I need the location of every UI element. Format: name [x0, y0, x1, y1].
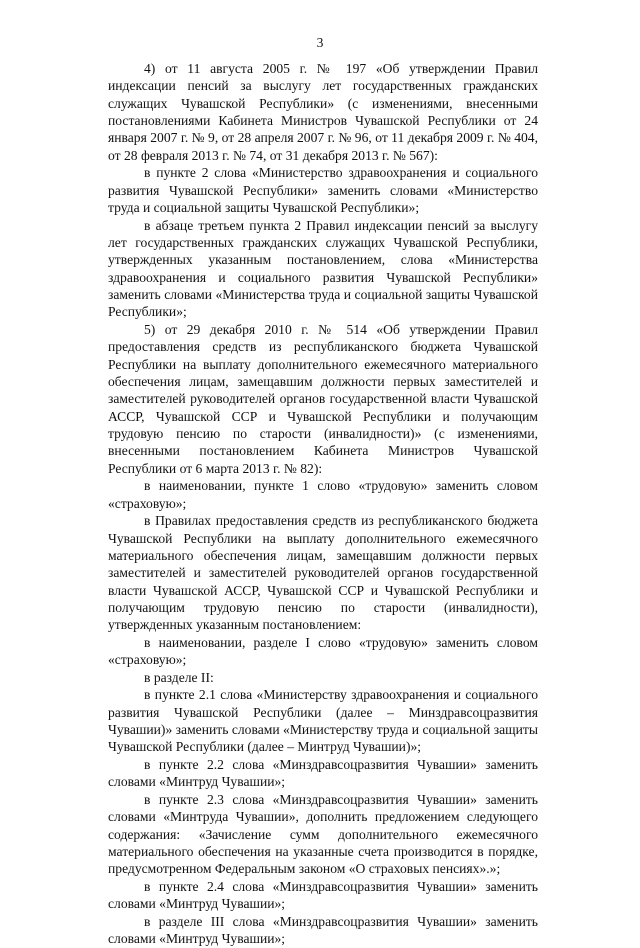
paragraph-point-2-4: в пункте 2.4 слова «Минздравсоцразвития Чувашии» заменить словами «Минтруд Чувашии»; [108, 878, 538, 912]
paragraph-point-2-2: в пункте 2.2 слова «Минздравсоцразвития Чувашии» заменить словами «Минтруд Чувашии»; [108, 757, 538, 790]
paragraph-item-5: 5) от 29 декабря 2010 г. № 514 «Об утверждении Правил предоставления средств из республиканского бюджета Чувашской Республики на выплату дополнительного ежемесячного материального обеспечения лицам, замещавшим должности первых заместителей и заместителей руководителей органов государственной власти Чувашской АССР, Чувашской ССР и Чувашской Республики и получающим трудовую пенсию по старости (инвалидности)» (с изменениями, внесенными постановлением Кабинета Министров Чувашской Республики от 6 марта 2013 г. № 82): [108, 321, 538, 476]
paragraph-section-1: в наименовании, разделе I слово «трудовую» заменить словом «страховую»; [108, 634, 538, 668]
page-number: 3 [316, 35, 324, 50]
paragraph-section-3: в разделе III слова «Минздравсоцразвития Чувашии» заменить словами «Минтруд Чувашии»; [108, 913, 538, 947]
paragraph-section-2: в разделе II: [144, 669, 214, 685]
paragraph-naming-change: в наименовании, пункте 1 слово «трудовую» заменить словом «страховую»; [108, 478, 538, 511]
paragraph-point-2-1: в пункте 2.1 слова «Министерству здравоохранения и социального развития Чувашской Республики (далее – Минздравсоцразвития Чувашии)» заменить словами «Министерству труда и социальной защиты Чувашской Республики (далее – Минтруд Чувашии)»; [108, 687, 538, 755]
paragraph-rules-intro: в Правилах предоставления средств из республиканского бюджета Чувашской Республики на выплату дополнительного ежемесячного материального обеспечения лицам, замещавшим должности первых заместителей и заместителей руководителей органов государственной власти Чувашской АССР, Чувашской ССР и Чувашской Республики и получающим трудовую пенсию по старости (инвалидности), утвержденных указанным постановлением: [108, 513, 538, 633]
paragraph-indexation-rules: в абзаце третьем пункта 2 Правил индексации пенсий за выслугу лет государственных гражданских служащих Чувашской Республики, утвержденных указанным постановлением, слова «Министерства здравоохранения и социального развития Чувашской Республики» заменить словами «Министерства труда и социальной защиты Чувашской Республики»; [108, 217, 538, 320]
document-body [108, 60, 538, 948]
paragraph-ministry-rename: в пункте 2 слова «Министерство здравоохранения и социального развития Чувашской Республики» заменить словами «Министерство труда и социальной защиты Чувашской Республики»; [108, 165, 538, 215]
paragraph-item-4: 4) от 11 августа 2005 г. № 197 «Об утверждении Правил индексации пенсий за выслугу лет государственных гражданских служащих Чувашской Республики» (с изменениями, внесенными постановлениями Кабинета Министров Чувашской Республики от 24 января 2007 г. № 9, от 28 апреля 2007 г. № 96, от 11 декабря 2009 г. № 404, от 28 февраля 2013 г. № 74, от 31 декабря 2013 г. № 567): [108, 61, 538, 163]
paragraph-point-2-3: в пункте 2.3 слова «Минздравсоцразвития Чувашии» заменить словами «Минтруда Чувашии», дополнить предложением следующего содержания: «Зачисление сумм дополнительного ежемесячного материального обеспечения на указанные счета производится в порядке, предусмотренном Федеральным законом «О страховых пенсиях».»; [108, 791, 538, 877]
